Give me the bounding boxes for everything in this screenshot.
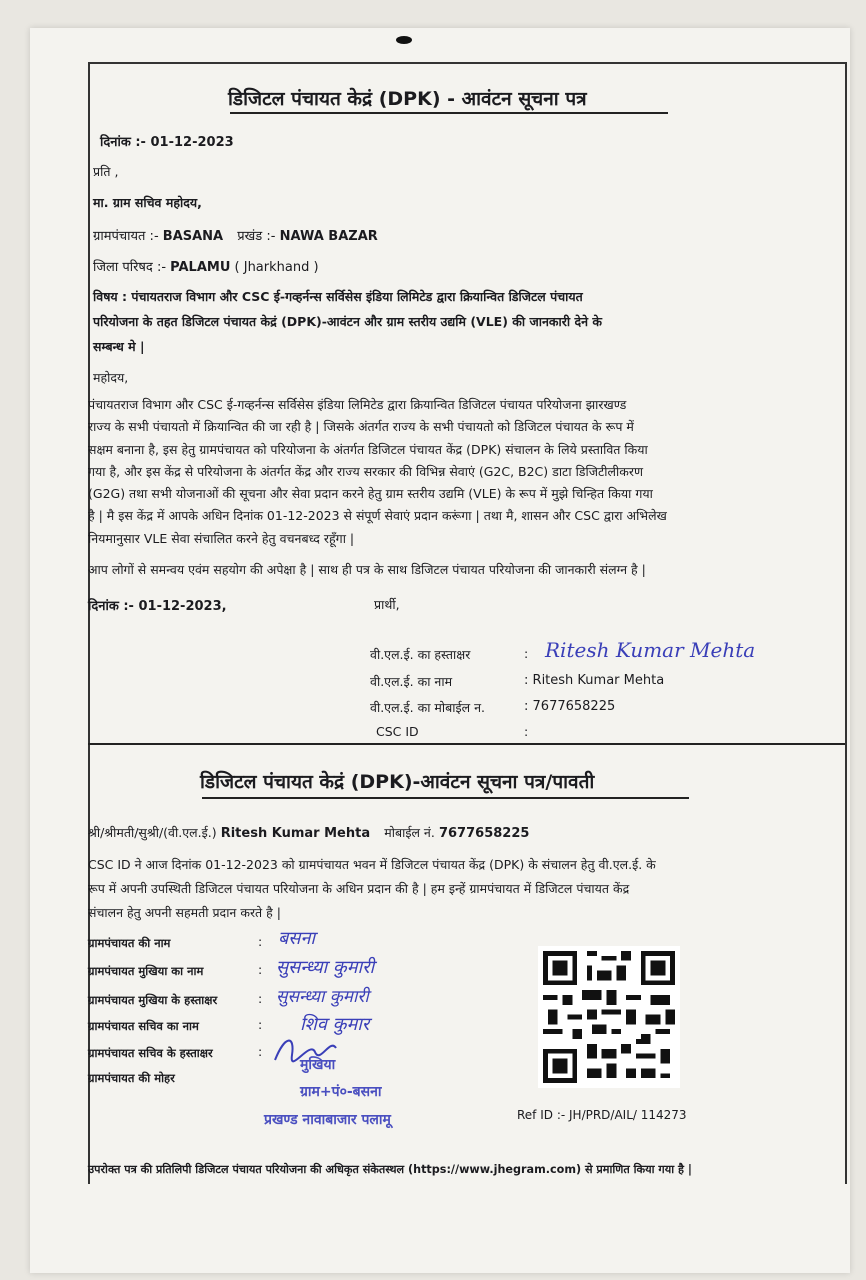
vle-signature-sep: :: [524, 646, 529, 661]
field-sachiv-name-hand: शिव कुमार: [300, 1014, 370, 1035]
field-mukhiya-sign-label: ग्रामपंचायत मुखिया के हस्ताक्षर: [88, 993, 218, 1007]
vle-mobile-sep: :: [524, 699, 529, 714]
csc-id-label: CSC ID: [376, 724, 419, 739]
body-line: पंचायतराज विभाग और CSC ई-गव्हर्नन्स सर्विसेस इंडिया लिमिटेड द्वारा क्रियान्वित डिजिटल पंचायत परियोजना झारखण्ड: [88, 397, 627, 412]
body-line: गया है, और इस केंद्र से परियोजना के अंतर्गत केंद्र और राज्य सरकार की विभिन्न सेवाएं (G2C, B2C) डाटा डिजिटीलीकरण: [88, 464, 644, 479]
receipt-body-line: CSC ID ने आज दिनांक 01-12-2023 को ग्रामपंचायत भवन में डिजिटल पंचायत केंद्र (DPK) के संचालन हेतु वी.एल.ई. के: [88, 857, 656, 872]
field-mukhiya-sign-hand: सुसन्ध्या कुमारी: [276, 987, 369, 1007]
qr-code-icon: [538, 946, 680, 1088]
zila-value: PALAMU: [170, 260, 231, 275]
date-line: [100, 132, 234, 150]
vle-mobile-text: 7677658225: [532, 699, 616, 714]
document-title: डिजिटल पंचायत केद्रं (DPK) - आवंटन सूचना पत्र: [228, 88, 587, 110]
receipt-vle-name: Ritesh Kumar Mehta: [220, 826, 371, 841]
title-underline: [230, 112, 668, 114]
date-value: 01-12-2023: [150, 135, 234, 150]
stamp-line: ग्राम+पं०-बसना: [300, 1084, 382, 1100]
prakhand-value: NAWA BAZAR: [279, 229, 378, 244]
vle-name-text: Ritesh Kumar Mehta: [532, 673, 665, 688]
panchayat-line: [93, 226, 378, 244]
vle-name-sep: :: [524, 673, 529, 688]
field-mukhiya-name-label: ग्रामपंचायत मुखिया का नाम: [88, 964, 204, 978]
stamp-line: प्रखण्ड नावाबाजार पलामू: [264, 1112, 391, 1128]
body-line: राज्य के सभी पंचायतो में क्रियान्वित की जा रही है | जिसके अंतर्गत राज्य के सभी पंचायतो को डिजिटल पंचायत के रूप में: [88, 419, 634, 434]
vle-mobile-label: वी.एल.ई. का मोबाईल न.: [370, 700, 486, 715]
vle-name-label: वी.एल.ई. का नाम: [370, 674, 453, 689]
field-sachiv-name-label: ग्रामपंचायत सचिव का नाम: [88, 1019, 199, 1033]
csc-id-sep: :: [524, 724, 529, 739]
body-line: नियमानुसार VLE सेवा संचालित करने हेतु वचनबध्द रहूँगा |: [88, 531, 355, 546]
zila-line: [93, 257, 319, 275]
verification-footer: उपरोक्त पत्र की प्रतिलिपी डिजिटल पंचायत परियोजना की अधिकृत संकेतस्थल (https://www.jhegram.com) से प्रमाणित किया गया है |: [88, 1163, 692, 1176]
field-mohar-label: ग्रामपंचायत की मोहर: [88, 1071, 175, 1085]
gram-panchayat-value: BASANA: [162, 229, 224, 244]
vle-mobile-value: [524, 699, 615, 714]
prarthi-label: प्रार्थी,: [374, 597, 400, 612]
ref-id: Ref ID :- JH/PRD/AIL/ 114273: [517, 1108, 687, 1122]
stamp-line: मुखिया: [300, 1057, 336, 1073]
footer-date: दिनांक :- 01-12-2023,: [88, 599, 227, 614]
body-line: सक्षम बनाना है, इस हेतु ग्रामपंचायत को परियोजना के अंतर्गत डिजिटल पंचायत केंद्र (DPK) संचालन के लिये प्रस्तावित किया: [88, 442, 648, 457]
qr-code-image: [538, 946, 680, 1088]
subject-line-2: परियोजना के तहत डिजिटल पंचायत केद्रं (DPK)-आवंटन और ग्राम स्तरीय उद्यमि (VLE) की जानकारी देने के: [93, 314, 602, 329]
state-value: ( Jharkhand ): [234, 260, 319, 275]
body-line: (G2G) तथा सभी योजनाओं की सूचना और सेवा प्रदान करने हेतु ग्राम स्तरीय उद्यमि (VLE) के रूप में मुझे चिन्हित किया गया: [88, 486, 653, 501]
field-mukhiya-name-hand: सुसन्ध्या कुमारी: [276, 957, 375, 978]
greeting: महोदय,: [93, 370, 129, 385]
receipt-mobile-label: मोबाईल नं.: [384, 825, 435, 840]
receipt-body-line: संचालन हेतु अपनी सहमती प्रदान करते है |: [88, 905, 281, 920]
field-sep: :: [258, 991, 263, 1006]
section-divider: [88, 743, 845, 745]
punch-hole: [396, 36, 412, 44]
receipt-mobile: 7677658225: [438, 826, 530, 841]
recipient-line: मा. ग्राम सचिव महोदय,: [93, 195, 202, 210]
receipt-vle-line: [88, 824, 529, 841]
vle-signature: Ritesh Kumar Mehta: [545, 638, 756, 662]
field-sep: :: [258, 1044, 263, 1059]
gram-panchayat-label: ग्रामपंचायत :-: [93, 229, 159, 244]
receipt-prefix: श्री/श्रीमती/सुश्री/(वी.एल.ई.): [88, 825, 217, 840]
receipt-title: डिजिटल पंचायत केद्रं (DPK)-आवंटन सूचना पत्र/पावती: [200, 771, 595, 793]
field-sep: :: [258, 962, 263, 977]
receipt-title-underline: [202, 797, 689, 799]
field-sep: :: [258, 1017, 263, 1032]
field-panchayat-name-label: ग्रामपंचायत की नाम: [88, 936, 171, 950]
field-sachiv-sign-label: ग्रामपंचायत सचिव के हस्ताक्षर: [88, 1046, 213, 1060]
subject-line-3: सम्बन्ध मे |: [93, 339, 145, 354]
receipt-body-line: रूप में अपनी उपस्थिती डिजिटल पंचायत परियोजना के अधिन प्रदान की है | हम इन्हें ग्रामपंचायत में डिजिटल पंचायत केंद्र: [88, 881, 630, 896]
closing-line: आप लोगों से समन्वय एवंम सहयोग की अपेक्षा है | साथ ही पत्र के साथ डिजिटल पंचायत परियोजना की जानकारी संलग्न है |: [88, 562, 646, 577]
vle-signature-label: वी.एल.ई. का हस्ताक्षर: [370, 647, 471, 662]
field-sep: :: [258, 934, 263, 949]
body-line: है | मै इस केंद्र में आपके अधिन दिनांक 01-12-2023 से संपूर्ण सेवाएं प्रदान करूंगा | तथा मै, शासन और CSC द्वारा अभिलेख: [88, 508, 667, 523]
prati-line: प्रति ,: [93, 164, 119, 179]
vle-name-value: [524, 673, 664, 688]
field-panchayat-name-hand: बसना: [278, 928, 316, 949]
prakhand-label: प्रखंड :-: [237, 229, 276, 244]
zila-label: जिला परिषद :-: [93, 260, 167, 275]
subject-line-1: विषय : पंचायतराज विभाग और CSC ई-गव्हर्नन्स सर्विसेस इंडिया लिमिटेड द्वारा क्रियान्वित डिजिटल पंचायत: [93, 289, 583, 304]
date-label: दिनांक :-: [100, 135, 146, 150]
